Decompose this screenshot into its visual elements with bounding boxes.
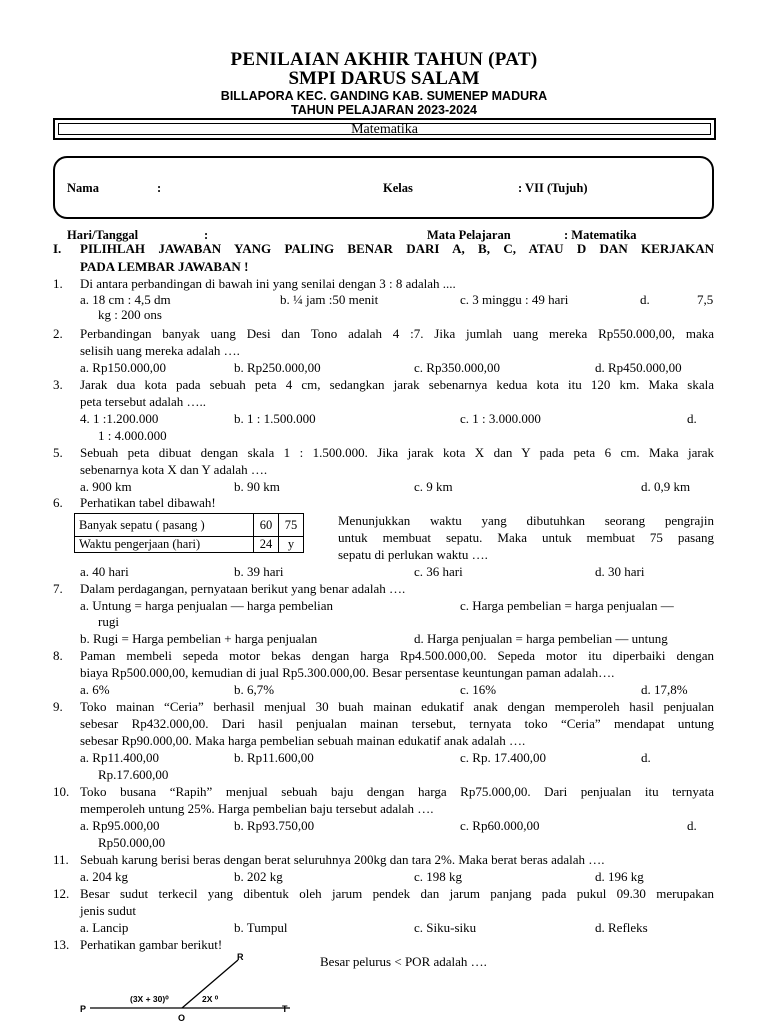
q5-text-line2: sebenarnya kota X dan Y adalah ….	[80, 462, 268, 477]
q12-option-c: c. Siku-siku	[414, 920, 477, 935]
subject-box	[53, 118, 716, 140]
q10-option-b: b. Rp93.750,00	[234, 818, 315, 833]
q6-option-c: c. 36 hari	[414, 564, 463, 579]
q1-text: Di antara perbandingan di bawah ini yang senilai dengan 3 : 8 adalah ....	[80, 276, 456, 291]
q1-option-d-label: d.	[640, 292, 650, 307]
q1-option-a: a. 18 cm : 4,5 dm	[80, 292, 171, 307]
q2-option-a: a. Rp150.000,00	[80, 360, 166, 375]
q10-option-a: a. Rp95.000,00	[80, 818, 160, 833]
q2-option-c: c. Rp350.000,00	[414, 360, 500, 375]
q3-option-a: 4. 1 :1.200.000	[80, 411, 159, 426]
section-instruction-line2: PADA LEMBAR JAWABAN !	[80, 259, 249, 274]
q9-text-line1: Toko mainan “Ceria” berhasil menjual 30 buah mainan edukatif anak dengan memperoleh hasil penjualan	[80, 699, 714, 714]
q9-option-c: c. Rp. 17.400,00	[460, 750, 546, 765]
q9-text-line2: sebesar Rp432.000,00. Dari hasil penjualan mainan tersebut, ternyata toko “Ceria” mendapat untung	[80, 716, 714, 731]
q6-option-d: d. 30 hari	[595, 564, 645, 579]
q6-table-row	[75, 514, 304, 537]
q11-option-a: a. 204 kg	[80, 869, 129, 884]
q9-option-b: b. Rp11.600,00	[234, 750, 314, 765]
q2-text-line2: selisih uang mereka adalah ….	[80, 343, 240, 358]
q3-option-b: b. 1 : 1.500.000	[234, 411, 316, 426]
q3-option-d-label: d.	[687, 411, 697, 426]
q6-option-a: a. 40 hari	[80, 564, 129, 579]
q6-row2-value2: y	[279, 537, 304, 553]
nama-colon: :	[157, 181, 162, 195]
q10-text-line2: memperoleh untung 25%. Harga pembelian baju tersebut adalah ….	[80, 801, 434, 816]
q8-option-a: a. 6%	[80, 682, 110, 697]
q8-number: 8.	[53, 648, 63, 663]
q11-option-b: b. 202 kg	[234, 869, 283, 884]
q7-option-a: a. Untung = harga penjualan — harga pembelian	[80, 598, 334, 613]
q6-table-row	[75, 537, 304, 553]
q6-side-text-line2: untuk membuat sepatu. Maka untuk membuat 75 pasang	[338, 530, 714, 545]
exam-title: PENILAIAN AKHIR TAHUN (PAT)	[230, 49, 538, 70]
q6-row2-label: Waktu pengerjaan (hari)	[75, 537, 254, 553]
q12-number: 12.	[53, 886, 70, 901]
q8-option-d: d. 17,8%	[641, 682, 688, 697]
q1-option-d-value: 7,5	[697, 292, 714, 307]
q5-option-c: c. 9 km	[414, 479, 453, 494]
q7-number: 7.	[53, 581, 63, 596]
school-address: BILLAPORA KEC. GANDING KAB. SUMENEP MADURA	[220, 89, 548, 103]
hari-colon: :	[204, 228, 209, 242]
q8-text-line1: Paman membeli sepeda motor bekas dengan harga Rp4.500.000,00. Sepeda motor itu diperbaiki dengan	[80, 648, 714, 663]
mapel-value: : Matematika	[564, 228, 637, 242]
school-name: SMPI DARUS SALAM	[288, 68, 480, 89]
q5-option-d: d. 0,9 km	[641, 479, 691, 494]
q12-option-a: a. Lancip	[80, 920, 129, 935]
school-year: TAHUN PELAJARAN 2023-2024	[291, 103, 477, 117]
q6-side-text-line1: Menunjukkan waktu yang dibutuhkan seorang pengrajin	[338, 513, 714, 528]
q9-option-d-label: d.	[641, 750, 651, 765]
q2-number: 2.	[53, 326, 63, 341]
q1-option-d-cont: kg : 200 ons	[98, 307, 162, 322]
q6-row1-label: Banyak sepatu ( pasang )	[75, 514, 254, 537]
q8-option-b: b. 6,7%	[234, 682, 275, 697]
q9-number: 9.	[53, 699, 63, 714]
q8-option-c: c. 16%	[460, 682, 497, 697]
q6-text: Perhatikan tabel dibawah!	[80, 495, 216, 510]
q11-number: 11.	[53, 852, 69, 867]
q11-option-c: c. 198 kg	[414, 869, 463, 884]
q11-text: Sebuah karung berisi beras dengan berat seluruhnya 200kg dan tara 2%. Maka berat beras adalah ….	[80, 852, 605, 867]
q1-number: 1.	[53, 276, 63, 291]
q6-side-text-line3: sepatu di perlukan waktu ….	[338, 547, 488, 562]
kelas-value: : VII (Tujuh)	[518, 181, 588, 195]
q5-option-b: b. 90 km	[234, 479, 280, 494]
kelas-label: Kelas	[383, 181, 413, 195]
q6-table	[74, 513, 304, 553]
q11-option-d: d. 196 kg	[595, 869, 644, 884]
q6-row1-value2: 75	[279, 514, 304, 537]
q12-option-b: b. Tumpul	[234, 920, 288, 935]
q13-angle-figure	[70, 950, 310, 1024]
q7-option-d: d. Harga penjualan = harga pembelian — untung	[414, 631, 668, 646]
point-r-label: R	[237, 952, 244, 962]
q10-option-d-label: d.	[687, 818, 697, 833]
q2-text-line1: Perbandingan banyak uang Desi dan Tono adalah 4 :7. Jika jumlah uang mereka Rp550.000,00, maka	[80, 326, 714, 341]
q2-option-d: d. Rp450.000,00	[595, 360, 682, 375]
q10-number: 10.	[53, 784, 70, 799]
q5-option-a: a. 900 km	[80, 479, 132, 494]
q13-number: 13.	[53, 937, 70, 952]
section-instruction-line1: PILIHLAH JAWABAN YANG PALING BENAR DARI A, B, C, ATAU D DAN KERJAKAN	[80, 241, 714, 256]
point-o-label: O	[178, 1013, 186, 1023]
q6-option-b: b. 39 hari	[234, 564, 284, 579]
q7-option-c-cont: rugi	[98, 614, 119, 629]
q7-option-c: c. Harga pembelian = harga penjualan —	[460, 598, 674, 613]
q6-number: 6.	[53, 495, 63, 510]
angle-rot-label: 2X ⁰	[202, 994, 219, 1004]
q6-row2-value1: 24	[254, 537, 279, 553]
q10-option-d-cont: Rp50.000,00	[98, 835, 166, 850]
q7-option-b: b. Rugi = Harga pembelian + harga penjualan	[80, 631, 318, 646]
mapel-label: Mata Pelajaran	[427, 228, 511, 242]
q9-option-a: a. Rp11.400,00	[80, 750, 159, 765]
q12-text-line2: jenis sudut	[80, 903, 136, 918]
q7-text: Dalam perdagangan, pernyataan berikut yang benar adalah ….	[80, 581, 406, 596]
subject-label: Matematika	[58, 123, 711, 135]
q5-text-line1: Sebuah peta dibuat dengan skala 1 : 1.500.000. Jika jarak kota X dan Y pada peta 6 cm. Maka jarak	[80, 445, 714, 460]
q1-option-c: c. 3 minggu : 49 hari	[460, 292, 569, 307]
hari-label: Hari/Tanggal	[67, 228, 139, 242]
point-t-label: T	[282, 1004, 288, 1014]
q6-row1-value1: 60	[254, 514, 279, 537]
q3-text-line2: peta tersebut adalah …..	[80, 394, 206, 409]
q1-option-b: b. ¼ jam :50 menit	[280, 292, 379, 307]
q12-text-line1: Besar sudut terkecil yang dibentuk oleh jarum pendek dan jarum panjang pada pukul 09.30 merupakan	[80, 886, 714, 901]
point-p-label: P	[80, 1004, 87, 1014]
angle-por-label: (3X + 30)⁰	[130, 994, 169, 1004]
q5-number: 5.	[53, 445, 63, 460]
q3-option-d-cont: 1 : 4.000.000	[98, 428, 167, 443]
q10-text-line1: Toko busana “Rapih” menjual sebuah baju dengan harga Rp75.000,00. Dari penjualan itu ternyata	[80, 784, 714, 799]
q3-option-c: c. 1 : 3.000.000	[460, 411, 541, 426]
section-number: I.	[53, 241, 62, 256]
q9-text-line3: sebesar Rp90.000,00. Maka harga pembelian sebuah mainan edukatif anak adalah ….	[80, 733, 526, 748]
nama-label: Nama	[67, 181, 99, 195]
q13-text: Perhatikan gambar berikut!	[80, 937, 223, 952]
q3-text-line1: Jarak dua kota pada sebuah peta 4 cm, sedangkan jarak sebenarnya kedua kota itu 120 km. Maka skala	[80, 377, 714, 392]
q9-option-d-cont: Rp.17.600,00	[98, 767, 169, 782]
q10-option-c: c. Rp60.000,00	[460, 818, 540, 833]
q13-question: Besar pelurus < POR adalah ….	[320, 954, 487, 969]
q3-number: 3.	[53, 377, 63, 392]
q8-text-line2: biaya Rp500.000,00, kemudian di jual Rp5.300.000,00. Besar persentase keuntungan paman adalah….	[80, 665, 615, 680]
q12-option-d: d. Refleks	[595, 920, 648, 935]
q2-option-b: b. Rp250.000,00	[234, 360, 321, 375]
